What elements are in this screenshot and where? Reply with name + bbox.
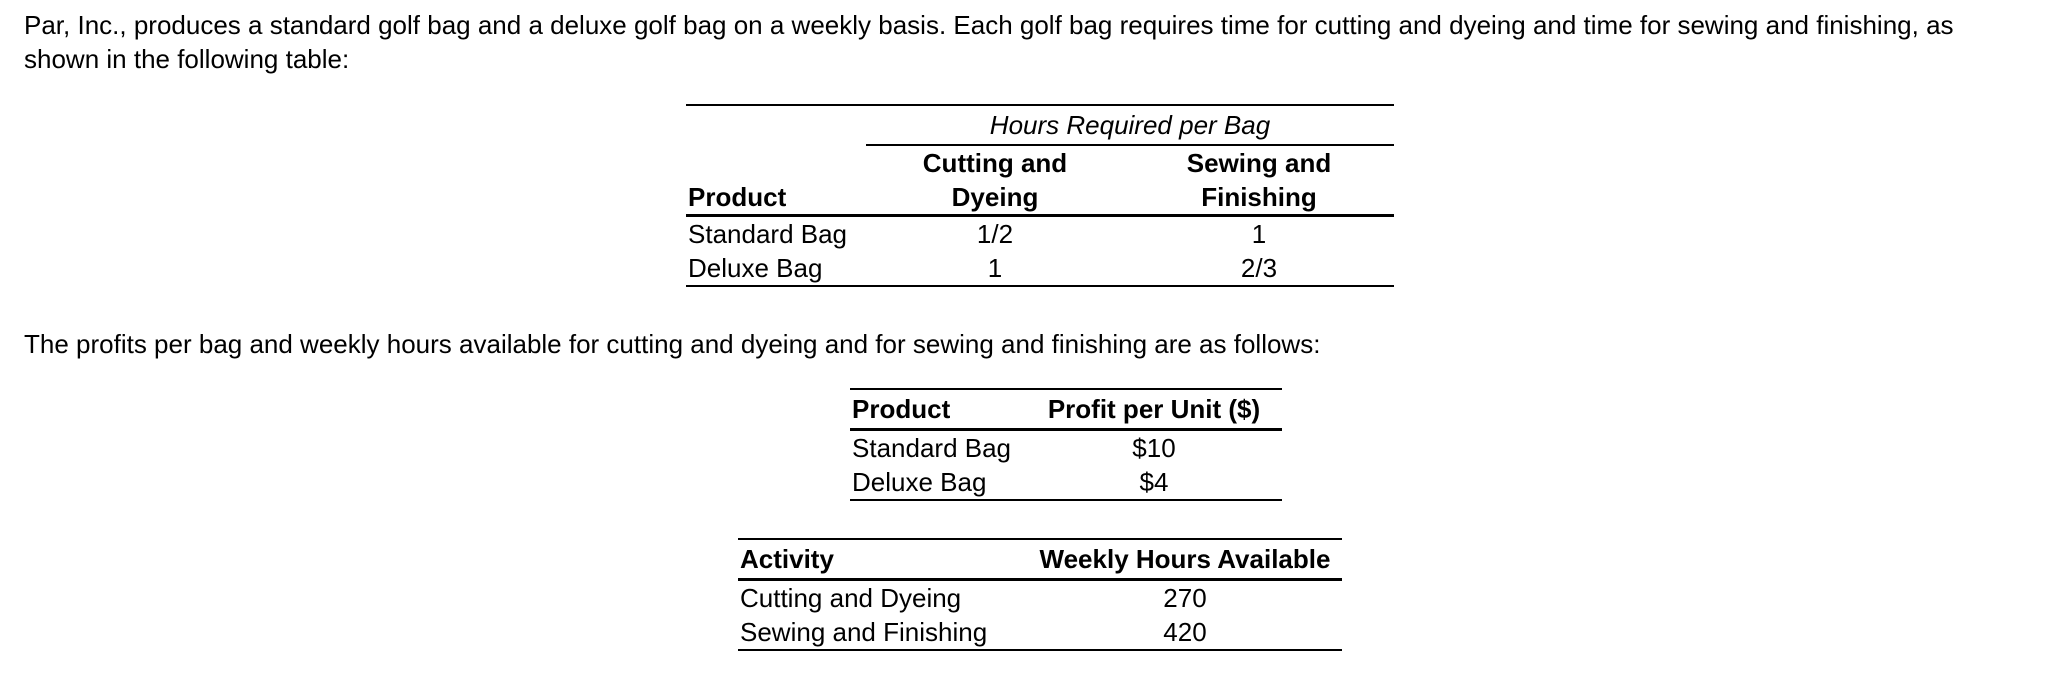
column-header-sewing-line2: Finishing [1201, 182, 1317, 212]
column-header-product: Product [850, 389, 1026, 430]
column-header-profit: Profit per Unit ($) [1026, 389, 1282, 430]
cell-product: Deluxe Bag [688, 253, 823, 283]
table-row [850, 465, 1282, 500]
column-header-hours: Weekly Hours Available [1028, 539, 1342, 580]
profit-paragraph: The profits per bag and weekly hours available for cutting and dyeing and for sewing and finishing are as follows: [24, 329, 1321, 359]
table-header-row [738, 539, 1342, 580]
cell-hours: 270 [1163, 583, 1207, 613]
cell-profit: $10 [1132, 433, 1176, 463]
table-row [850, 430, 1282, 466]
cell-sewing: 2/3 [1240, 253, 1278, 283]
cell-product: Standard Bag [852, 433, 1012, 463]
intro-paragraph: Par, Inc., produces a standard golf bag and a deluxe golf bag on a weekly basis. Each golf bag requires time for cutting and dyeing and time for sewing and finishing, as shown in the following table: [24, 10, 1954, 74]
cell-cutting: 1 [987, 253, 1003, 283]
column-header-cutting [866, 145, 1124, 216]
table-row [686, 251, 1394, 286]
cell-sewing: 1 [1251, 219, 1267, 249]
column-header-product: Product [686, 145, 866, 216]
hours-available-table [738, 538, 1342, 651]
column-header-sewing [1124, 145, 1394, 216]
column-header-cutting-line2: Dyeing [951, 182, 1039, 212]
profit-table [850, 388, 1282, 501]
column-header-activity: Activity [738, 539, 1028, 580]
table-row [738, 615, 1342, 650]
table-header-row [686, 145, 1394, 216]
cell-activity: Sewing and Finishing [740, 617, 988, 647]
table-row [686, 216, 1394, 252]
group-header: Hours Required per Bag [866, 105, 1394, 145]
cell-activity: Cutting and Dyeing [740, 583, 962, 613]
column-header-cutting-line1: Cutting and [922, 148, 1068, 178]
column-header-sewing-line1: Sewing and [1186, 148, 1332, 178]
group-header-row [686, 105, 1394, 145]
cell-product: Deluxe Bag [852, 467, 987, 497]
cell-product: Standard Bag [688, 219, 848, 249]
table-header-row [850, 389, 1282, 430]
cell-profit: $4 [1139, 467, 1169, 497]
table-row [738, 580, 1342, 616]
cell-cutting: 1/2 [976, 219, 1014, 249]
cell-hours: 420 [1163, 617, 1207, 647]
hours-required-table [686, 104, 1394, 287]
